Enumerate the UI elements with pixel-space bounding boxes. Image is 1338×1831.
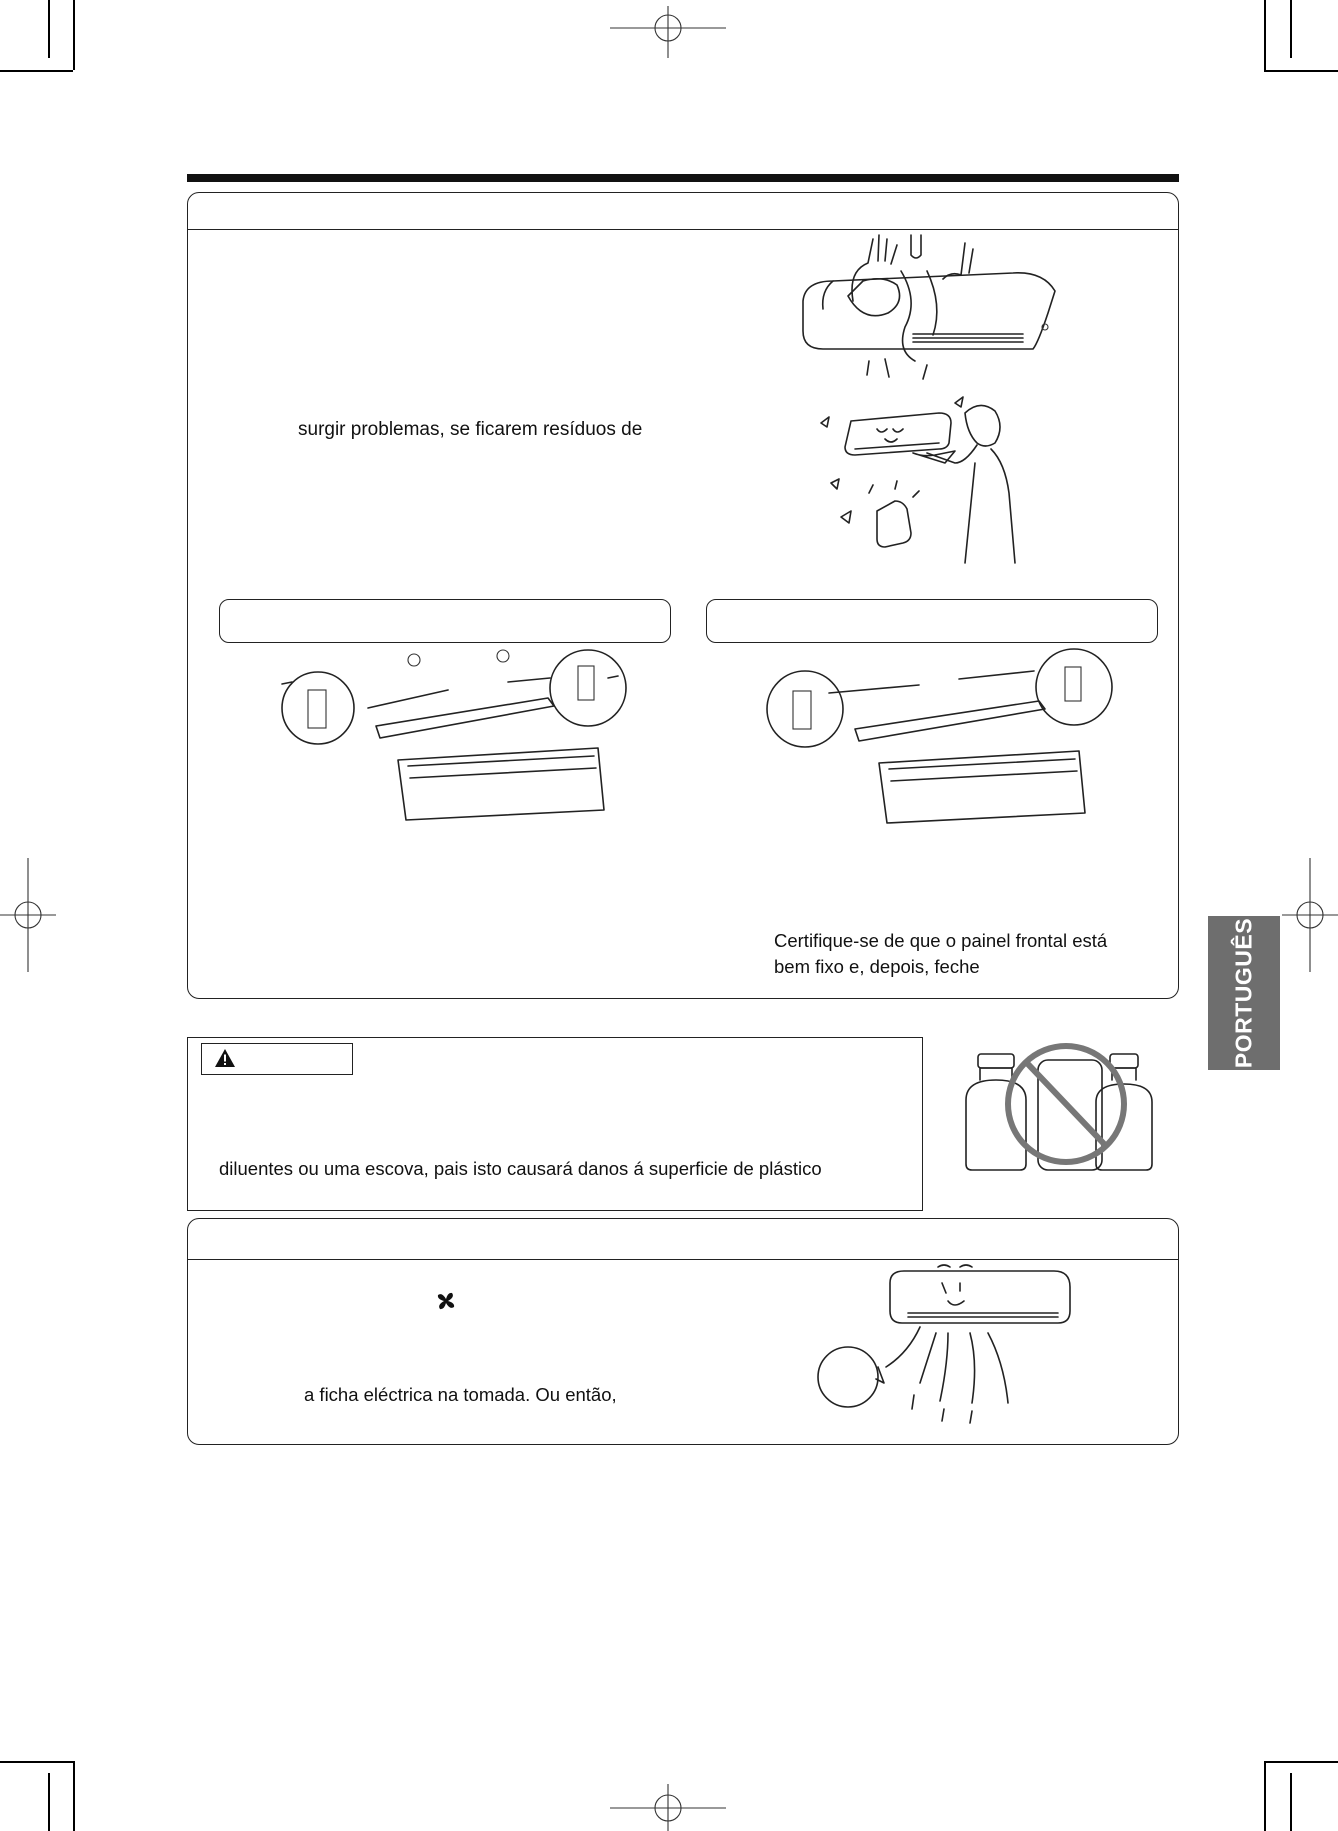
- language-side-tab: [1208, 916, 1280, 1070]
- panel-note-line1: Certifique-se de que o painel frontal está: [774, 930, 1108, 951]
- cleaning-section-header: [188, 193, 1178, 230]
- panel-attach-illustration: [759, 651, 1119, 821]
- cleaning-text-line: surgir problemas, se ficarem resíduos de: [298, 419, 643, 440]
- drying-section-header: [188, 1219, 1178, 1260]
- cleaning-section-panel: [187, 192, 1179, 999]
- registration-mark-icon: [610, 1780, 726, 1831]
- caution-box: [187, 1037, 923, 1211]
- language-side-tab-label: PORTUGUÊS: [1230, 917, 1257, 1069]
- caution-label-box: [201, 1043, 353, 1075]
- drying-text-line: a ficha eléctrica na tomada. Ou então,: [304, 1384, 617, 1405]
- section-top-rule: [187, 174, 1179, 182]
- drying-unit-illustration: [808, 1263, 1108, 1423]
- remove-panel-subheader: [219, 599, 671, 643]
- panel-note-line2: bem fixo e, depois, feche: [774, 956, 980, 977]
- washing-panel-illustration: [793, 231, 1063, 381]
- warning-triangle-icon: [214, 1048, 236, 1068]
- attach-panel-subheader: [706, 599, 1158, 643]
- fan-icon: [436, 1291, 456, 1311]
- no-solvents-illustration: [960, 1040, 1170, 1175]
- registration-mark-icon: [610, 6, 726, 82]
- registration-mark-icon: [1280, 858, 1338, 978]
- caution-text-line: diluentes ou uma escova, pais isto causará danos á superficie de plástico: [219, 1158, 822, 1179]
- registration-mark-icon: [0, 858, 60, 978]
- wiping-unit-illustration: [815, 393, 1035, 563]
- panel-removal-illustration: [278, 648, 628, 818]
- drying-section-panel: [187, 1218, 1179, 1445]
